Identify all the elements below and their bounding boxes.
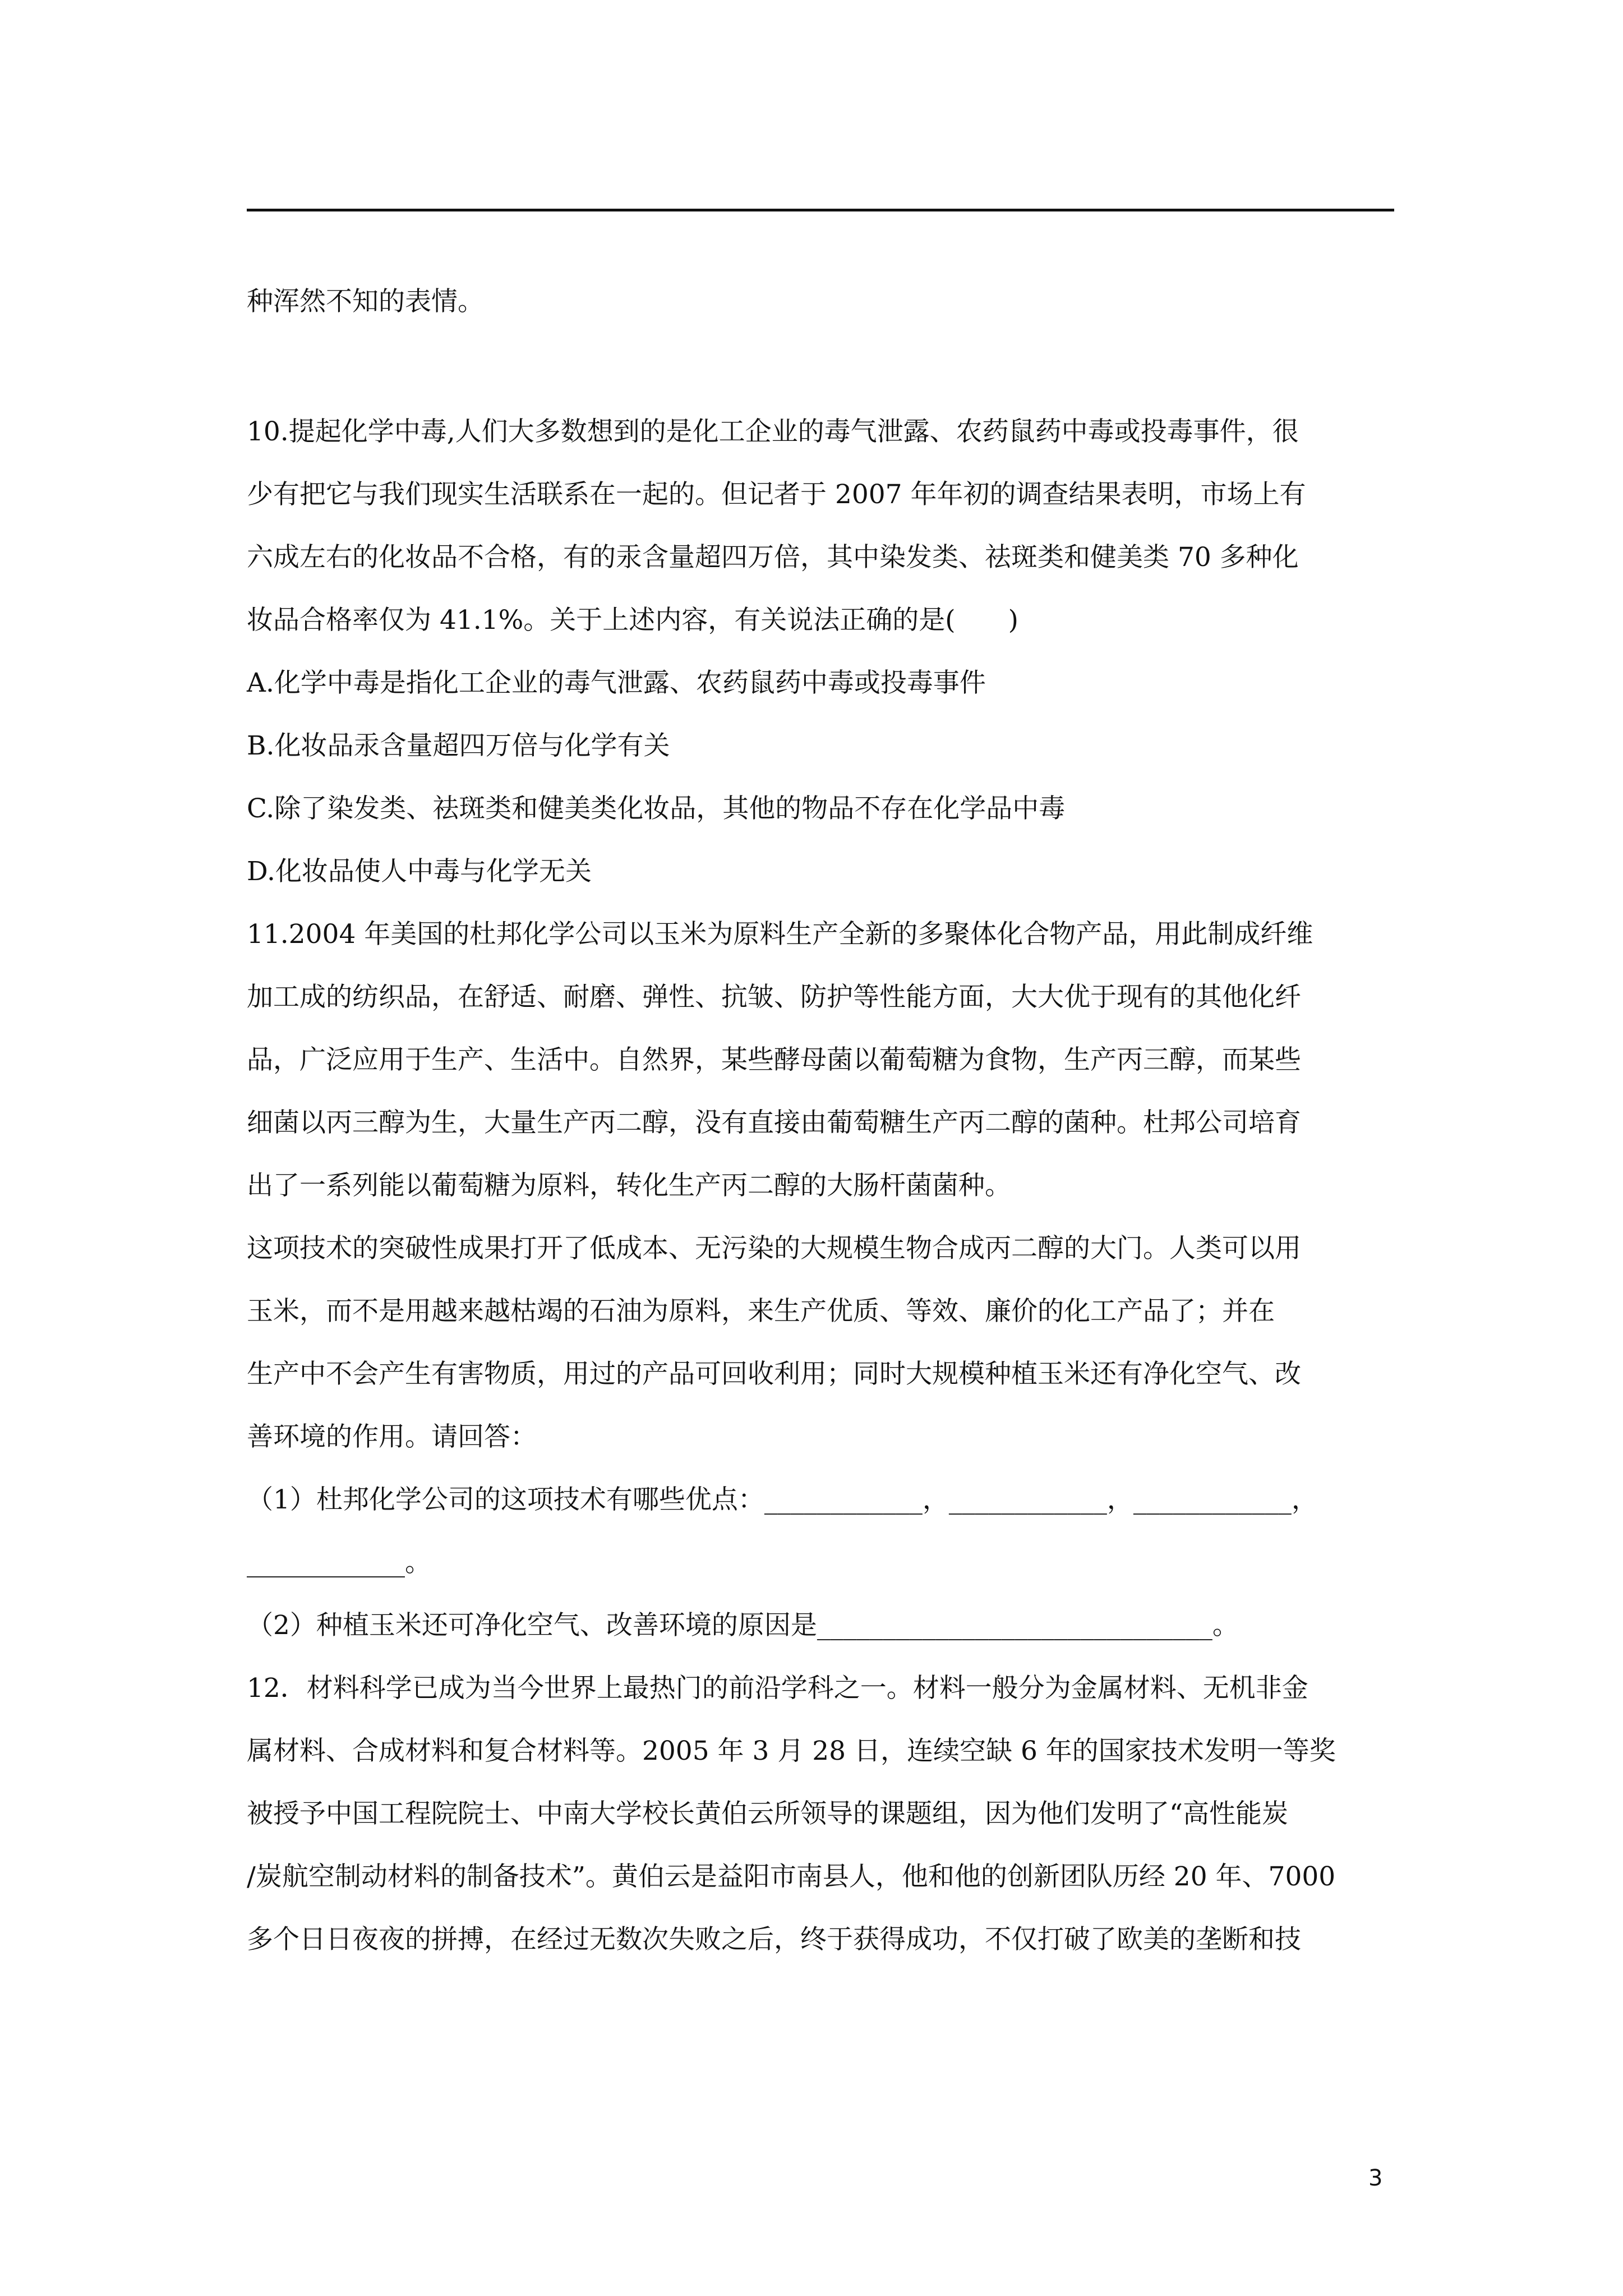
q10-option-c: C.除了染发类、祛斑类和健美类化妆品，其他的物品不存在化学品中毒 xyxy=(247,793,1066,824)
q12-line-5: 多个日日夜夜的拼搏，在经过无数次失败之后，终于获得成功，不仅打破了欧美的垄断和技 xyxy=(247,1924,1301,1955)
header-rule xyxy=(247,209,1394,211)
q11-line-3: 品，广泛应用于生产、生活中。自然界，某些酵母菌以葡萄糖为食物，生产丙三醇，而某些 xyxy=(247,1045,1301,1075)
q12-line-1: 12．材料科学已成为当今世界上最热门的前沿学科之一。材料一般分为金属材料、无机非金 xyxy=(247,1673,1308,1704)
continuation-text: 种浑然不知的表情。 xyxy=(247,286,484,317)
q10-line-3: 六成左右的化妆品不合格，有的汞含量超四万倍，其中染发类、祛斑类和健美类 70 多种化 xyxy=(247,542,1299,573)
q10-line-2: 少有把它与我们现实生活联系在一起的。但记者于 2007 年年初的调查结果表明，市场上有 xyxy=(247,479,1306,510)
q11-line-4: 细菌以丙三醇为生，大量生产丙二醇，没有直接由葡萄糖生产丙二醇的菌种。杜邦公司培育 xyxy=(247,1107,1301,1138)
q10-option-a: A.化学中毒是指化工企业的毒气泄露、农药鼠药中毒或投毒事件 xyxy=(247,668,986,698)
q11-line-5: 出了一系列能以葡萄糖为原料，转化生产丙二醇的大肠杆菌菌种。 xyxy=(247,1170,1011,1201)
q10-option-b: B.化妆品汞含量超四万倍与化学有关 xyxy=(247,730,670,761)
q10-line-4: 妆品合格率仅为 41.1%。关于上述内容，有关说法正确的是( ) xyxy=(247,605,1018,636)
q12-line-4: /炭航空制动材料的制备技术”。黄伯云是益阳市南县人，他和他的创新团队历经 20 年、7000 xyxy=(247,1861,1336,1892)
q11-line-2: 加工成的纺织品，在舒适、耐磨、弹性、抗皱、防护等性能方面，大大优于现有的其他化纤 xyxy=(247,982,1301,1013)
q11-line-6: 这项技术的突破性成果打开了低成本、无污染的大规模生物合成丙二醇的大门。人类可以用 xyxy=(247,1233,1301,1264)
q11-sub2: （2）种植玉米还可净化空气、改善环境的原因是______________________________。 xyxy=(247,1610,1239,1641)
q12-line-3: 被授予中国工程院院士、中南大学校长黄伯云所领导的课题组，因为他们发明了“高性能炭 xyxy=(247,1798,1289,1829)
q12-line-2: 属材料、合成材料和复合材料等。2005 年 3 月 28 日，连续空缺 6 年的国家技术发明一等奖 xyxy=(247,1736,1336,1766)
q10-line-1: 10.提起化学中毒,人们大多数想到的是化工企业的毒气泄露、农药鼠药中毒或投毒事件，很 xyxy=(247,416,1299,447)
q11-line-9: 善环境的作用。请回答： xyxy=(247,1421,537,1452)
q11-sub1-line-1: （1）杜邦化学公司的这项技术有哪些优点：____________，____________，____________， xyxy=(247,1484,1318,1515)
page-number: 3 xyxy=(1368,2165,1383,2191)
q11-line-8: 生产中不会产生有害物质，用过的产品可回收利用；同时大规模种植玉米还有净化空气、改 xyxy=(247,1359,1301,1389)
q11-sub1-line-2: ____________。 xyxy=(247,1547,431,1578)
q10-option-d: D.化妆品使人中毒与化学无关 xyxy=(247,856,592,887)
q11-line-1: 11.2004 年美国的杜邦化学公司以玉米为原料生产全新的多聚体化合物产品，用此制成纤维 xyxy=(247,919,1313,950)
q11-line-7: 玉米，而不是用越来越枯竭的石油为原料，来生产优质、等效、廉价的化工产品了；并在 xyxy=(247,1296,1275,1327)
